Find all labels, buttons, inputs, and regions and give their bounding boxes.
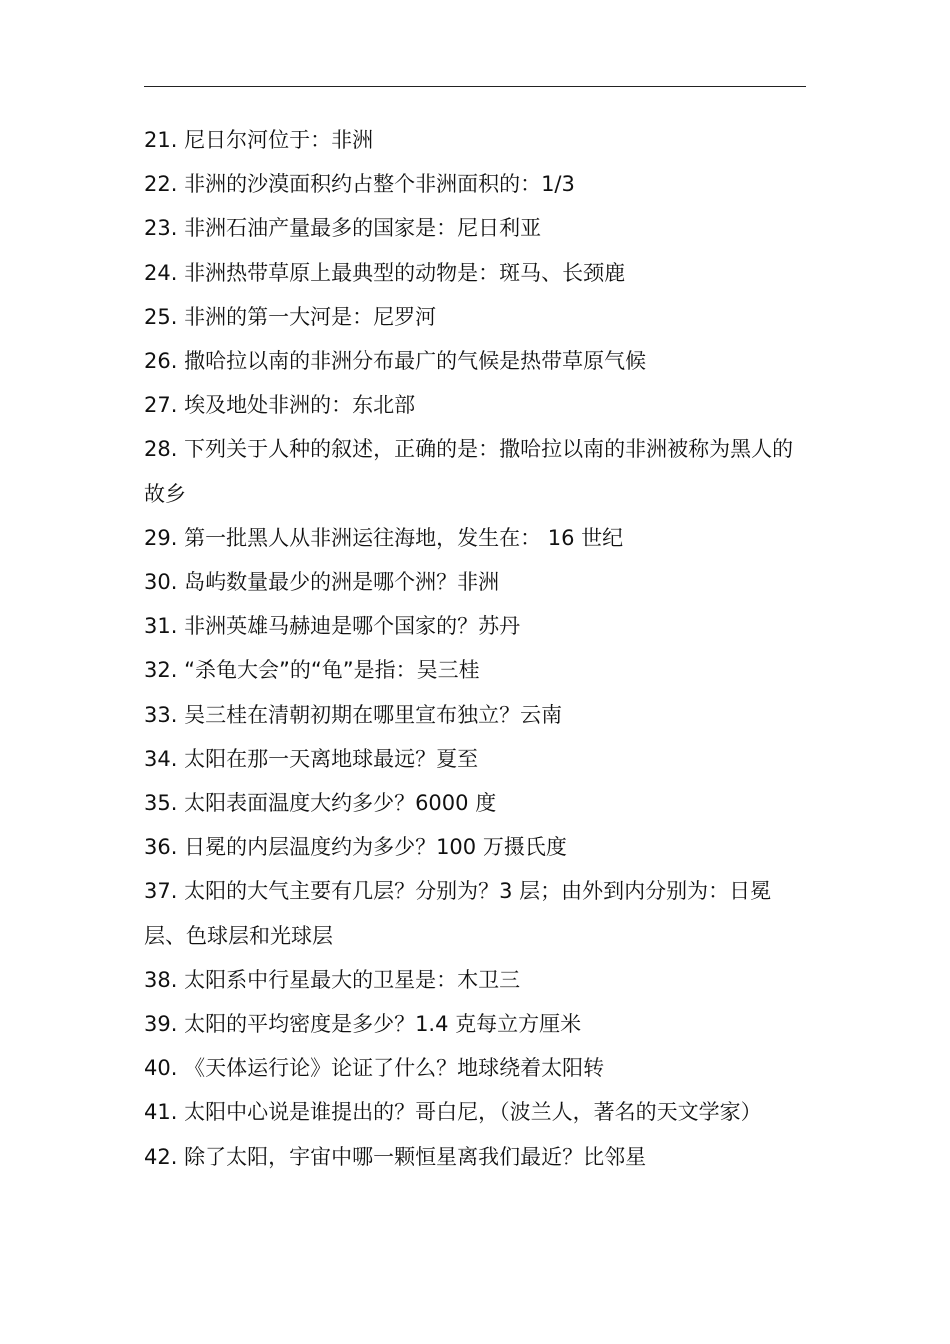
qa-item-37: 37. 太阳的大气主要有几层？分别为？3 层；由外到内分别为：日冕层、色球层和光球层 <box>144 879 772 948</box>
qa-item-36: 36. 日冕的内层温度约为多少？100 万摄氏度 <box>144 835 567 860</box>
header-rule <box>144 86 806 87</box>
qa-item-40: 40. 《天体运行论》论证了什么？地球绕着太阳转 <box>144 1056 605 1081</box>
qa-list <box>144 118 806 1179</box>
qa-item-26: 26. 撒哈拉以南的非洲分布最广的气候是热带草原气候 <box>144 349 647 374</box>
qa-item-39: 39. 太阳的平均密度是多少？1.4 克每立方厘米 <box>144 1012 582 1037</box>
qa-item-35: 35. 太阳表面温度大约多少？6000 度 <box>144 791 497 816</box>
qa-item-27: 27. 埃及地处非洲的：东北部 <box>144 393 416 418</box>
qa-item-25: 25. 非洲的第一大河是：尼罗河 <box>144 304 437 329</box>
qa-item-22: 22. 非洲的沙漠面积约占整个非洲面积的：1/3 <box>144 172 575 197</box>
qa-item-23: 23. 非洲石油产量最多的国家是：尼日利亚 <box>144 216 542 241</box>
qa-item-41: 41. 太阳中心说是谁提出的？哥白尼，（波兰人，著名的天文学家） <box>144 1100 762 1125</box>
qa-item-34: 34. 太阳在那一天离地球最远？夏至 <box>144 746 479 771</box>
qa-item-32: 32. “杀龟大会”的“龟”是指：吴三桂 <box>144 658 480 683</box>
qa-item-30: 30. 岛屿数量最少的洲是哪个洲？非洲 <box>144 570 500 595</box>
qa-item-29: 29. 第一批黑人从非洲运往海地，发生在： 16 世纪 <box>144 525 624 550</box>
qa-item-31: 31. 非洲英雄马赫迪是哪个国家的？苏丹 <box>144 614 521 639</box>
qa-item-42: 42. 除了太阳，宇宙中哪一颗恒星离我们最近？比邻星 <box>144 1144 647 1169</box>
qa-item-38: 38. 太阳系中行星最大的卫星是：木卫三 <box>144 967 521 992</box>
qa-item-24: 24. 非洲热带草原上最典型的动物是：斑马、长颈鹿 <box>144 260 626 285</box>
qa-item-28: 28. 下列关于人种的叙述，正确的是：撒哈拉以南的非洲被称为黑人的故乡 <box>144 437 794 506</box>
qa-item-33: 33. 吴三桂在清朝初期在哪里宣布独立？云南 <box>144 702 563 727</box>
qa-item-21: 21. 尼日尔河位于：非洲 <box>144 128 374 152</box>
